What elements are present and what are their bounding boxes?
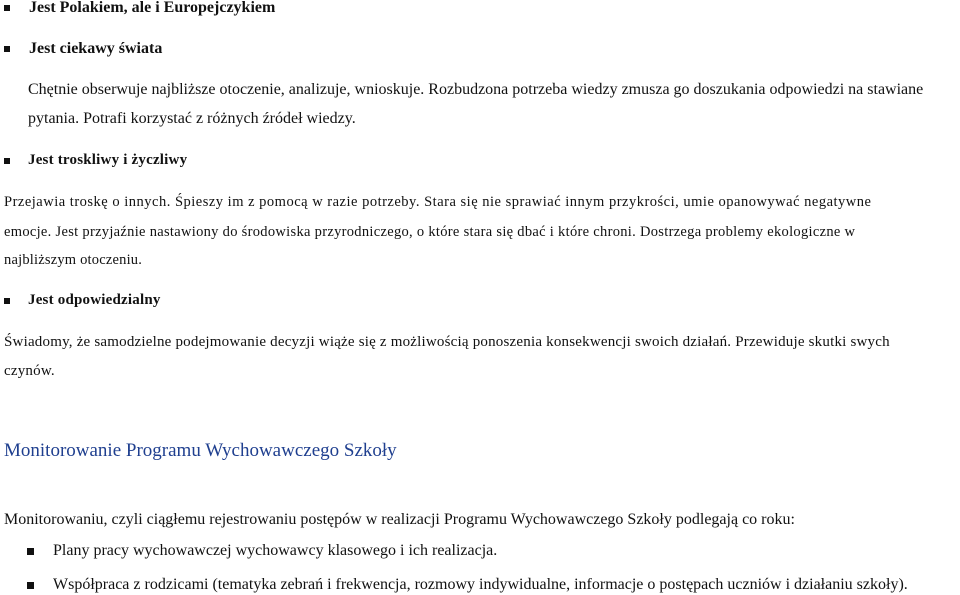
square-bullet-icon [4,5,10,11]
square-bullet-icon [4,298,10,304]
intro-paragraph: Monitorowaniu, czyli ciągłemu rejestrowaniu postępów w realizacji Programu Wychowawczego Szkoły podlegają co roku: [4,511,795,528]
paragraph-line: najbliższym otoczeniu. [4,252,143,268]
paragraph-line: Przejawia troskę o innych. Śpieszy im z pomocą w razie potrzeby. Stara się nie sprawiać innym przykrości, umie opanowywać negatywne [4,194,872,210]
paragraph-line: czynów. [4,363,55,379]
trait-heading: Jest ciekawy świata [29,40,163,57]
trait-heading: Jest odpowiedzialny [28,292,161,308]
paragraph-line: Świadomy, że samodzielne podejmowanie decyzji wiąże się z możliwością ponoszenia konsekwencji swoich działań. Przewiduje skutki swych [4,334,890,350]
square-bullet-icon [4,158,10,164]
paragraph-line: Chętnie obserwuje najbliższe otoczenie, analizuje, wnioskuje. Rozbudzona potrzeba wiedzy zmusza go doszukania odpowiedzi na stawiane [28,81,924,98]
list-item: Plany pracy wychowawczej wychowawcy klasowego i ich realizacja. [53,542,498,559]
trait-heading: Jest troskliwy i życzliwy [28,152,188,168]
paragraph-line: emocje. Jest przyjaźnie nastawiony do środowiska przyrodniczego, o które stara się dbać i które chroni. Dostrzega problemy ekologiczne w [4,224,856,240]
section-title: Monitorowanie Programu Wychowawczego Szkoły [4,440,397,461]
square-bullet-icon [27,548,34,555]
square-bullet-icon [4,46,10,52]
paragraph-line: pytania. Potrafi korzystać z różnych źródeł wiedzy. [28,110,356,127]
trait-heading: Jest Polakiem, ale i Europejczykiem [29,0,276,16]
list-item: Współpraca z rodzicami (tematyka zebrań i frekwencja, rozmowy indywidualne, informacje o postępach uczniów i działaniu szkoły). [53,576,908,593]
square-bullet-icon [27,582,34,589]
